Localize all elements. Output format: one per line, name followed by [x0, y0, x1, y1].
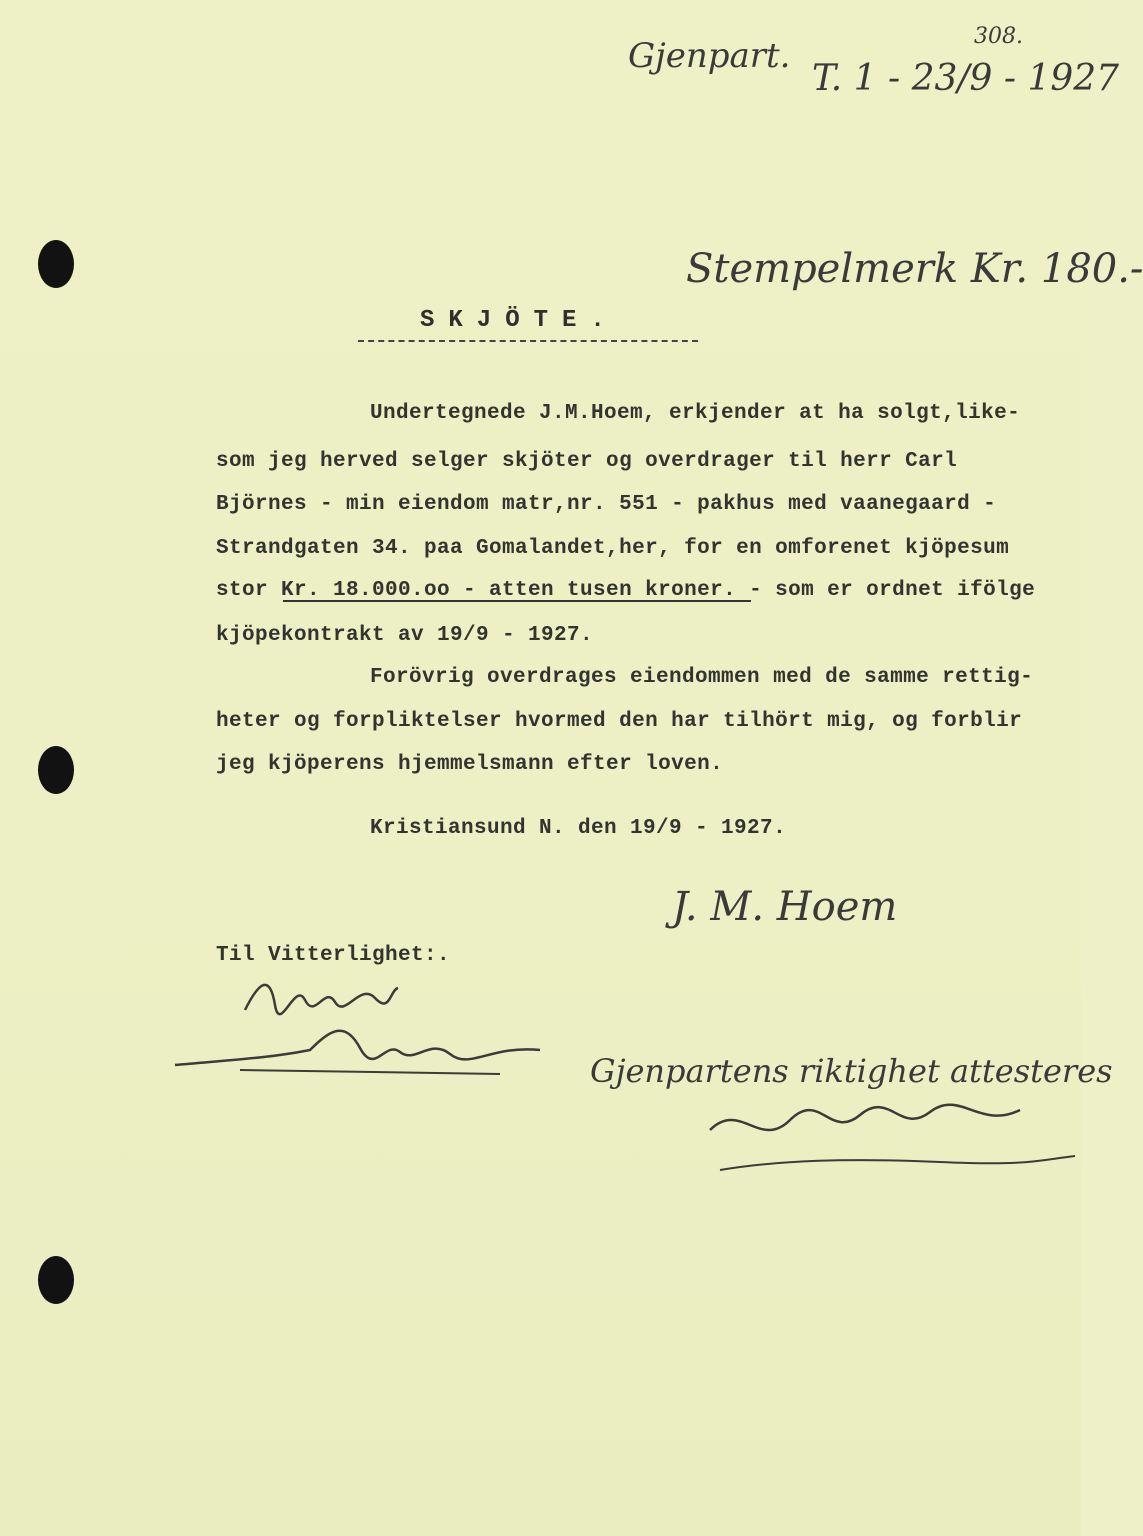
punch-hole-bottom [38, 1256, 74, 1304]
page-number: 308. [974, 24, 1023, 49]
registration-note: T. 1 - 23/9 - 1927 [812, 58, 1120, 99]
stamp-note: Stempelmerk Kr. 180.- [686, 246, 1143, 292]
place-date: Kristiansund N. den 19/9 - 1927. [370, 817, 787, 840]
body-line: heter og forpliktelser hvormed den har tilhört mig, og forblir [216, 710, 1023, 733]
body-line: stor Kr. 18.000.oo - atten tusen kroner. - som er ordnet ifölge [216, 579, 1036, 602]
body-line: som jeg herved selger skjöter og overdrager til herr Carl [216, 450, 958, 473]
witness-label: Til Vitterlighet:. [216, 944, 451, 967]
punch-hole-top [38, 240, 74, 288]
certification-note: Gjenpartens riktighet attesteres [590, 1052, 1113, 1090]
witness-signature-2-scribble [170, 1010, 550, 1090]
amount-underline [283, 600, 751, 602]
body-line: kjöpekontrakt av 19/9 - 1927. [216, 624, 594, 647]
body-line: jeg kjöperens hjemmelsmann efter loven. [216, 753, 724, 776]
certifier-signature-scribble [700, 1090, 1080, 1180]
body-line: Björnes - min eiendom matr,nr. 551 - pakhus med vaanegaard - [216, 493, 997, 516]
body-line: Undertegnede J.M.Hoem, erkjender at ha solgt,like- [370, 402, 1021, 425]
punch-hole-middle [38, 746, 74, 794]
title-underline [358, 340, 698, 342]
body-line: Strandgaten 34. paa Gomalandet,her, for en omforenet kjöpesum [216, 537, 1010, 560]
body-line: Forövrig overdrages eiendommen med de samme rettig- [370, 666, 1034, 689]
document-title: SKJÖTE. [420, 307, 619, 334]
seller-signature: J. M. Hoem [672, 884, 898, 930]
gjenpart-note: Gjenpart. [628, 36, 791, 76]
